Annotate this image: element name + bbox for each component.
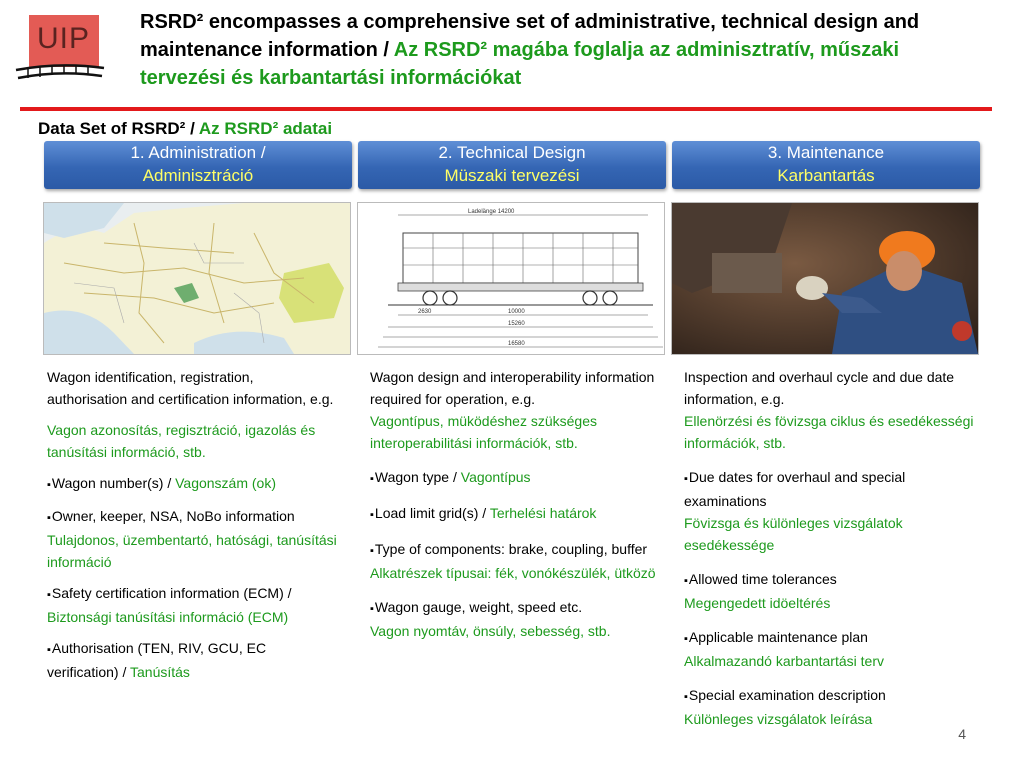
- list-item: [684, 568, 974, 614]
- drawing-dim-2: 10000: [508, 309, 525, 315]
- drawing-dim-4: 16580: [508, 341, 525, 347]
- list-item: [370, 596, 660, 642]
- europe-map-icon: [43, 202, 351, 355]
- administration-intro: Wagon identification, registration, authorisation and certification information, e.g.: [47, 369, 334, 407]
- intro-hu: Ellenörzési és fövizsga ciklus és esedékességi információk, stb.: [684, 413, 974, 451]
- header-administration: [44, 141, 352, 189]
- item-en: Special examination description: [688, 687, 886, 703]
- item-en: Due dates for overhaul and special examinations: [684, 469, 906, 509]
- item-hu: Vagonszám (ok): [175, 475, 277, 491]
- item-en: Load limit grid(s) /: [374, 505, 490, 521]
- item-en: Authorisation (TEN, RIV, GCU, EC verification) /: [47, 640, 267, 680]
- maintenance-intro: [684, 366, 974, 454]
- administration-column: [47, 366, 337, 692]
- title-separator: /: [377, 39, 394, 61]
- list-item: [370, 466, 660, 490]
- subtitle-en: Data Set of RSRD²: [38, 119, 186, 138]
- title-hu: Az RSRD² magába foglalja az adminisztratív, műszaki tervezési és karbantartási információkat: [140, 39, 900, 89]
- list-item: [47, 582, 337, 628]
- rail-track-icon: [14, 12, 106, 92]
- item-hu: Megengedett idöeltérés: [684, 595, 831, 611]
- drawing-length-label: Ladelänge 14200: [468, 209, 515, 215]
- item-hu: Vagon nyomtáv, önsúly, sebesség, stb.: [370, 623, 611, 639]
- intro-en: Wagon design and interoperability information required for operation, e.g.: [370, 369, 655, 407]
- uip-logo: [14, 12, 106, 92]
- item-hu: Alkatrészek típusai: fék, vonókészülék, ütközö: [370, 565, 656, 581]
- item-en: Allowed time tolerances: [688, 571, 837, 587]
- header-administration-hu: Adminisztráció: [142, 166, 254, 185]
- header-technical-design-en: 2. Technical Design: [438, 143, 586, 162]
- item-hu: Terhelési határok: [489, 505, 597, 521]
- drawing-dim-1: 2630: [418, 309, 432, 315]
- header-maintenance-hu: Karbantartás: [777, 166, 875, 185]
- item-en: Wagon number(s) /: [51, 475, 176, 491]
- item-en: Owner, keeper, NSA, NoBo information: [51, 508, 295, 524]
- list-item: [684, 626, 974, 672]
- title-en: RSRD² encompasses a comprehensive set of administrative, technical design and maintenance information: [140, 11, 920, 61]
- list-item: [370, 538, 660, 584]
- page-number: 4: [958, 726, 966, 742]
- header-technical-design: [358, 141, 666, 189]
- drawing-dim-3: 15260: [508, 321, 525, 327]
- technical-design-intro: [370, 366, 660, 454]
- list-item: [47, 472, 337, 496]
- title-divider: [20, 107, 992, 111]
- item-hu: Tulajdonos, üzembentartó, hatósági, tanúsítási információ: [47, 532, 337, 570]
- intro-hu: Vagontípus, müködéshez szükséges interoperabilitási információk, stb.: [370, 413, 597, 451]
- header-technical-design-hu: Müszaki tervezési: [444, 166, 580, 185]
- item-en: Type of components: brake, coupling, buffer: [374, 541, 648, 557]
- item-hu: Biztonsági tanúsítási információ (ECM): [47, 609, 289, 625]
- maintenance-photo-icon: [671, 202, 979, 355]
- subtitle-hu: Az RSRD² adatai: [198, 119, 333, 138]
- item-en: Applicable maintenance plan: [688, 629, 868, 645]
- list-item: [47, 505, 337, 573]
- intro-en: Inspection and overhaul cycle and due date information, e.g.: [684, 369, 955, 407]
- section-subtitle: [38, 119, 332, 139]
- item-en: Wagon type /: [374, 469, 461, 485]
- technical-design-column: [370, 366, 660, 651]
- item-hu: Fövizsga és különleges vizsgálatok esedékessége: [684, 515, 903, 553]
- maintenance-column: [684, 366, 974, 739]
- header-administration-en: 1. Administration /: [130, 143, 266, 162]
- item-en: Safety certification information (ECM) /: [51, 585, 292, 601]
- item-hu: Vagontípus: [460, 469, 531, 485]
- header-maintenance: [672, 141, 980, 189]
- item-en: Wagon gauge, weight, speed etc.: [374, 599, 583, 615]
- logo-text: UIP: [37, 22, 91, 55]
- page-title: [140, 8, 990, 92]
- list-item: [47, 637, 337, 683]
- list-item: [684, 684, 974, 730]
- item-hu: Tanúsítás: [130, 664, 190, 680]
- list-item: [370, 502, 660, 526]
- wagon-drawing-icon: [357, 202, 665, 355]
- administration-intro-hu: Vagon azonosítás, regisztráció, igazolás és tanúsítási információ, stb.: [47, 422, 316, 460]
- list-item: [684, 466, 974, 556]
- subtitle-separator: /: [185, 119, 199, 138]
- item-hu: Alkalmazandó karbantartási terv: [684, 653, 884, 669]
- item-hu: Különleges vizsgálatok leírása: [684, 711, 873, 727]
- header-maintenance-en: 3. Maintenance: [767, 143, 885, 162]
